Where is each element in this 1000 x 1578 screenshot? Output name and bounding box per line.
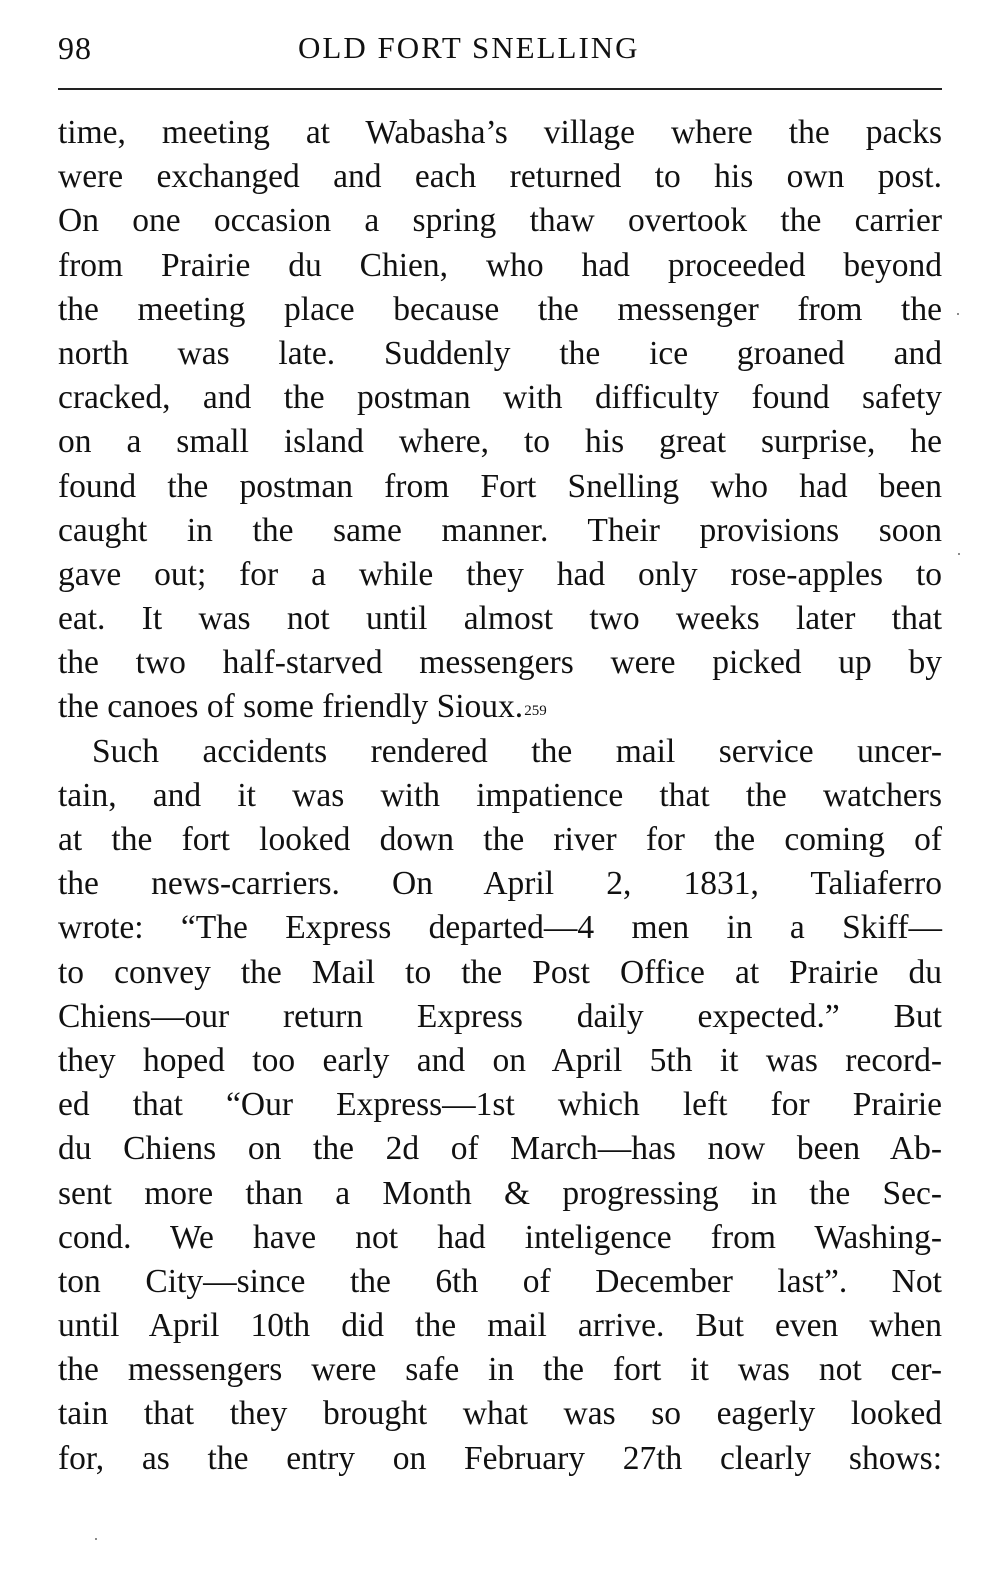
text-line: tain, and it was with impatience that the watchers — [58, 776, 942, 814]
paragraph-1-last-line — [58, 685, 942, 729]
text-line: north was late. Suddenly the ice groaned and — [58, 334, 942, 372]
text-line: to convey the Mail to the Post Office at Prairie du — [58, 953, 942, 991]
header-rule — [58, 88, 942, 90]
text-line: the two half-starved messengers were picked up by — [58, 644, 942, 682]
text-line: they hoped too early and on April 5th it was record- — [58, 1041, 942, 1079]
text-line: were exchanged and each returned to his own post. — [58, 158, 942, 196]
scan-speck — [95, 1538, 97, 1540]
text-line: ton City—since the 6th of December last”. Not — [58, 1262, 942, 1300]
text-line: ed that “Our Express—1st which left for Prairie — [58, 1086, 942, 1124]
text-line: until April 10th did the mail arrive. But even when — [58, 1307, 942, 1345]
text-line: gave out; for a while they had only rose-apples to — [58, 555, 942, 593]
text-line: found the postman from Fort Snelling who had been — [58, 467, 942, 505]
text-line: sent more than a Month & progressing in the Sec- — [58, 1174, 942, 1212]
scan-speck — [957, 313, 959, 315]
text-line: Such accidents rendered the mail service uncer- — [92, 732, 942, 770]
text-line: from Prairie du Chien, who had proceeded beyond — [58, 246, 942, 284]
paragraph-1 — [58, 111, 942, 730]
text-line: cracked, and the postman with difficulty found safety — [58, 379, 942, 417]
text-line: the messengers were safe in the fort it was not cer- — [58, 1351, 942, 1389]
text-line: on a small island where, to his great surprise, he — [58, 423, 942, 461]
text-line: for, as the entry on February 27th clearly shows: — [58, 1439, 942, 1477]
text-line: at the fort looked down the river for the coming of — [58, 821, 942, 858]
text-line: tain that they brought what was so eagerly looked — [58, 1395, 942, 1433]
paragraph-2 — [58, 730, 942, 1481]
footnote-reference: 259 — [524, 703, 547, 720]
text-line: eat. It was not until almost two weeks later that — [58, 600, 942, 638]
scan-speck — [958, 553, 960, 555]
page-number: 98 — [58, 30, 92, 66]
text-line: wrote: “The Express departed—4 men in a Skiff— — [58, 909, 942, 947]
text-line: Chiens—our return Express daily expected.” But — [58, 997, 942, 1035]
text-line: caught in the same manner. Their provisions soon — [58, 511, 942, 549]
page-header — [58, 30, 940, 74]
text-line: the meeting place because the messenger from the — [58, 290, 942, 328]
body-text — [58, 111, 942, 1481]
text-line: cond. We have not had inteligence from Washing- — [58, 1218, 942, 1256]
text-line: time, meeting at Wabasha’s village where the packs — [58, 114, 942, 151]
text-line: On one occasion a spring thaw overtook the carrier — [58, 202, 942, 240]
running-head: OLD FORT SNELLING — [298, 30, 640, 65]
text-line: the news-carriers. On April 2, 1831, Taliaferro — [58, 865, 942, 903]
text-line: du Chiens on the 2d of March—has now been Ab- — [58, 1130, 942, 1168]
text-line: the canoes of some friendly Sioux. — [58, 688, 524, 726]
